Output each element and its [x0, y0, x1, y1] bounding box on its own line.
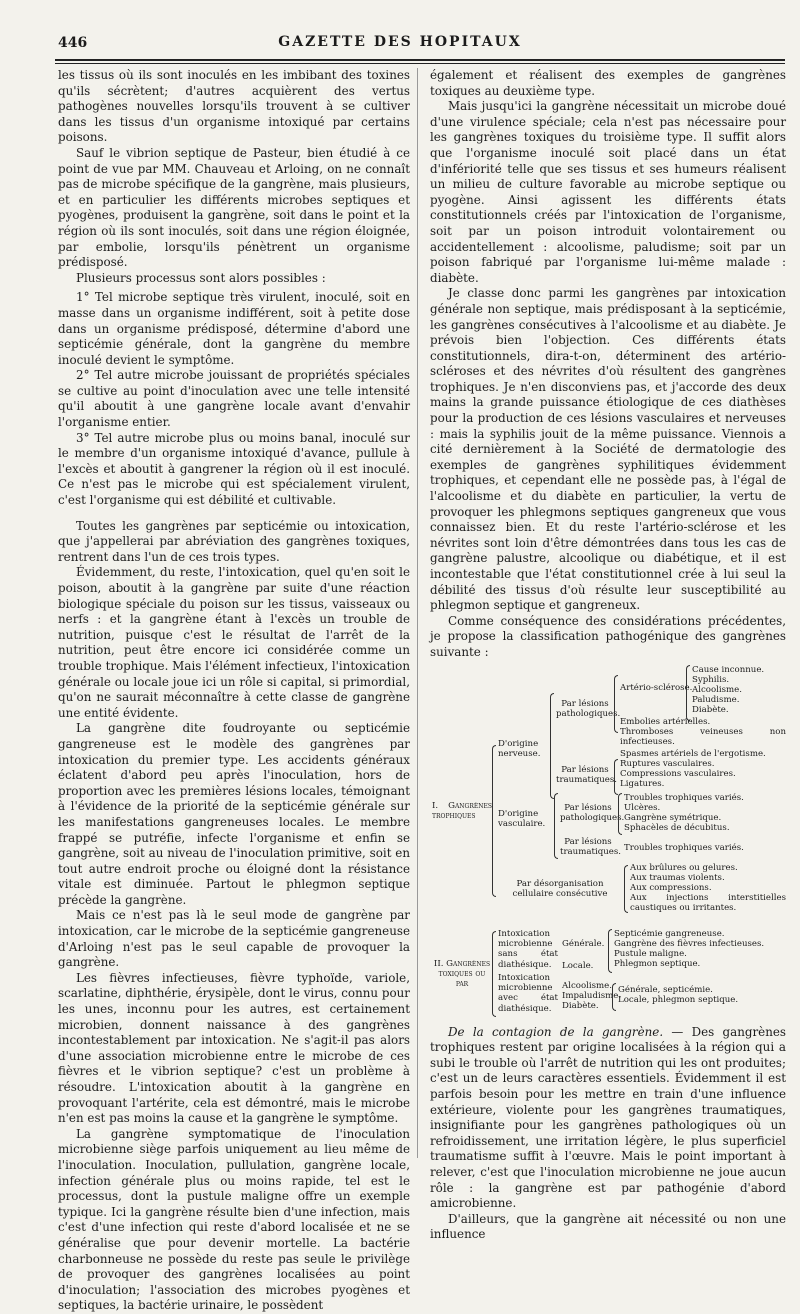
cause-item: Diabète. — [562, 1000, 599, 1011]
section-heading: De la contagion de la gangrène. — [448, 1024, 664, 1039]
brace — [618, 793, 622, 835]
column-separator — [417, 68, 418, 1158]
intox-with-diathesis: Intoxication microbienne avec état diathésique. — [498, 972, 558, 1014]
paragraph: La gangrène symptomatique de l'inoculation microbienne siège parfois uniquement au lieu même de l'inoculation. Inoculation, pullulation, gangrène locale, infection générale plus ou moins rapide, tel est le processus, dont la pustule maligne offre un exemple typique. Ici la gangrène résulte bien d'une infection, mais c'est d'une infection qui reste d'abord localisée et ne se généralise que pour devenir mortelle. La bactérie charbonneuse ne possède du reste pas seule le privilège de provoquer des gangrènes localisées au point d'inoculation; l'association des microbes pyogènes et septiques, la bactérie urinaire, le possèdent — [58, 1126, 410, 1313]
list-item: Locale, phlegmon septique. — [618, 994, 739, 1005]
brace — [614, 675, 618, 733]
right-column — [430, 68, 786, 1243]
arterio-sclerosis: Artério-sclérose. — [620, 682, 693, 693]
list-item: Troubles trophiques variés. — [624, 842, 744, 853]
label-generale: Générale. — [562, 938, 605, 949]
journal-title: GAZETTE DES HOPITAUX — [278, 34, 522, 50]
list-item: Gangrène des fièvres infectieuses. — [614, 938, 765, 949]
cause-item: Impaludisme. — [562, 990, 622, 1001]
paragraph: les tissus où ils sont inoculés en les imbibant des toxines qu'ils sécrètent; d'autres acquièrent des vertus pathogènes nouvelles lorsqu'ils trouvent à se cultiver dans les tissus d'un organisme intoxiqué par certains poisons. — [58, 68, 410, 145]
paragraph: Évidemment, du reste, l'intoxication, quel qu'en soit le poison, aboutit à la gangrène par suite d'une réaction biologique spéciale du poison sur les tissus, vaisseaux ou nerfs : et la gangrène étant à l'excès un trouble de nutrition, puisque c'est le résultat de l'arrêt de la nutrition, peut être encore ici considérée comme un trouble trophique. Mais l'élément infectieux, l'intoxication générale ou locale joue ici un rôle si capital, si primordial, qu'on ne saurait méconnaître à cette classe de gangrène une entité évidente. — [58, 565, 410, 720]
brace — [492, 745, 496, 897]
origin-vascular: D'origine vasculaire. — [498, 808, 546, 829]
list-item: Thromboses veineuses non infectieuses. — [620, 726, 786, 747]
brace — [612, 983, 616, 1011]
lesions-traumatic: Par lésions traumatiques. — [556, 764, 617, 785]
list-item: Troubles trophiques variés. — [624, 792, 744, 803]
paragraph: 3° Tel autre microbe plus ou moins banal, inoculé sur le membre d'un organisme intoxiqué d'avance, pullule à l'excès et aboutit à gangrener la région où il est inoculé. Ce n'est pas le microbe qui est spécialement virulent, c'est l'organisme qui est débilité et cultivable. — [58, 430, 410, 508]
header-rule — [55, 59, 785, 61]
list-item: Sphacèles de décubitus. — [624, 822, 730, 833]
paragraph: La gangrène dite foudroyante ou septicémie gangreneuse est le modèle des gangrènes par intoxication du premier type. Les accidents généraux éclatent d'abord peu après l'inoculation, hors de proportion avec les premières lésions locales, témoignant à l'évidence de la priorité de la septicémie générale sur les manifestations gangreneuses locales. Le membre frappé se putréfie, infecte l'organisme et enfin se gangrène, soit au niveau de l'inoculation primitive, soit en tout autre endroit proche ou éloigné dont la résistance vitale est diminuée. Partout le phlegmon septique précède la gangrène. — [58, 721, 410, 907]
paragraph: Comme conséquence des considérations précédentes, je propose la classification pathogénique des gangrènes suivante : — [430, 613, 786, 659]
cause-item: Alcoolisme. — [562, 980, 612, 991]
brace — [614, 759, 618, 795]
paragraph: Les fièvres infectieuses, fièvre typhoïde, variole, scarlatine, diphthérie, érysipèle, dont le virus, connu pour les unes, inconnu pour les autres, est certainement microbien, donnent naissance à des gangrènes incontestablement par intoxication. Ne s'agit-il pas alors d'une association microbienne entre le microbe de ces fièvres et le vibrion septique? c'est un problème à résoudre. L'intoxication aboutit à la gangrène en provoquant l'artérite, cela est démontré, mais le microbe n'en est pas moins la cause et la gangrène le symptôme. — [58, 970, 410, 1126]
classification-table — [430, 665, 786, 961]
list-item: Embolies artérielles. — [620, 716, 711, 727]
list-item: Aux compressions. — [630, 882, 712, 893]
page-number: 446 — [58, 35, 88, 51]
list-item: Spasmes artériels de l'ergotisme. — [620, 748, 766, 759]
cause-item: Cause inconnue. — [692, 664, 765, 675]
brace — [608, 929, 612, 973]
cause-item: Syphilis. — [692, 674, 730, 685]
brace — [492, 931, 496, 1017]
list-item: Aux traumas violents. — [630, 872, 725, 883]
paragraph: Je classe donc parmi les gangrènes par intoxication générale non septique, mais prédisposant à la septicémie, les gangrènes consécutives à l'alcoolisme et au diabète. Je prévois bien l'objection. Ces différents états constitutionnels, dira-t-on, déterminent des artério-scléroses et des névrites d'où résultent des gangrènes trophiques. Je n'en disconviens pas, et j'accorde des deux mains la grande puissance étiologique de ces diathèses pour la production de ces lésions vasculaires et nerveuses : mais la syphilis jouit de la même puissance. Viennois a cité dernièrement à la Société de dermatologie des exemples de gangrènes syphilitiques évidemment trophiques, et cependant elle ne possède pas, à l'égal de l'alcoolisme et du diabète en particulier, la vertu de provoquer les phlegmons septiques gangreneux que vous connaissez bien. Et du reste l'artério-sclérose et les névrites sont loin d'être démontrées dans tous les cas de gangrène palustre, alcoolique ou diabétique, et il est incontestable que l'état constitutionnel crée à lui seul la débilité des tissus d'où résulte leur susceptibilité au phlegmon septique et gangreneux. — [430, 286, 786, 613]
left-column — [58, 68, 410, 1314]
classification-table-part2 — [430, 929, 786, 1021]
group-toxic: II. Gangrènes toxiques ou par — [433, 958, 491, 990]
paragraph: Mais jusqu'ici la gangrène nécessitait un microbe doué d'une virulence spéciale; cela n'est pas nécessaire pour les gangrènes toxiques du troisième type. Il suffit alors que l'organisme inoculé soit placé dans un état d'infériorité telle que ses tissus et ses humeurs réalisent un milieu de culture favorable au microbe septique ou pyogène. Ainsi agissent les différents états constitutionnels créés par l'intoxication de l'organisme, soit par un poison introduit volontairement ou accidentellement : alcoolisme, paludisme; soit par un poison fabriqué par l'organisme lui-même malade : diabète. — [430, 99, 786, 285]
paragraph-text: — Des gangrènes trophiques restent par origine localisées à la région qui a subi le trouble où l'arrêt de nutrition qui les ont produites; c'est un de leurs caractères essentiels. Évidemment il est parfois besoin pour les mettre en train d'une influence extérieure, violente pour les gangrènes traumatiques, insignifiante pour les gangrènes pathologiques où un refroidissement, une irritation légère, le plus superficiel traumatisme suffit à l'œuvre. Mais le point important à relever, c'est que l'inoculation microbienne ne joue aucun rôle : la gangrène est par pathogénie d'abord amicrobienne. — [430, 1024, 786, 1211]
cause-item: Diabète. — [692, 704, 729, 715]
paragraph: Mais ce n'est pas là le seul mode de gangrène par intoxication, car le microbe de la septicémie gangreneuse d'Arloing n'est pas le seul capable de provoquer la gangrène. — [58, 908, 410, 970]
list-item: Pustule maligne. — [614, 948, 687, 959]
cause-item: Alcoolisme. — [692, 684, 742, 695]
list-item: Ligatures. — [620, 778, 665, 789]
intox-no-diathesis: Intoxication microbienne sans état diathésique. — [498, 928, 558, 970]
lesions-pathologic: Par lésions pathologiques. — [560, 802, 625, 823]
paragraph — [430, 1025, 786, 1212]
lesions-pathologic: Par lésions pathologiques. — [556, 698, 621, 719]
header-rule-thin — [55, 63, 785, 64]
list-item: Compressions vasculaires. — [620, 768, 736, 779]
label-locale: Locale. — [562, 960, 594, 971]
cause-item: Paludisme. — [692, 694, 740, 705]
paragraph: 1° Tel microbe septique très virulent, inoculé, soit en masse dans un organisme indifférent, soit à petite dose dans un organisme prédisposé, détermine d'abord une septicémie générale, dont la gangrène du membre inoculé devient le symptôme. — [58, 290, 410, 367]
list-item: Septicémie gangreneuse. — [614, 928, 725, 939]
list-item: Générale, septicémie. — [618, 984, 713, 995]
lesions-traumatic: Par lésions traumatiques. — [560, 836, 621, 857]
brace — [624, 865, 628, 913]
brace — [550, 693, 554, 799]
brace — [554, 793, 558, 859]
paragraph: Plusieurs processus sont alors possibles : — [76, 270, 326, 285]
list-item: Ruptures vasculaires. — [620, 758, 715, 769]
brace — [686, 665, 690, 721]
list-item: Gangrène symétrique. — [624, 812, 722, 823]
list-item: Phlegmon septique. — [614, 958, 701, 969]
cell-disorganization: Par désorganisation cellulaire consécutive — [512, 878, 608, 899]
paragraph: également et réalisent des exemples de gangrènes toxiques au deuxième type. — [430, 68, 786, 98]
paragraph: D'ailleurs, que la gangrène ait nécessité ou non une influence — [430, 1211, 786, 1242]
list-item: Aux injections interstitielles caustiques ou irritantes. — [630, 892, 786, 913]
list-item: Ulcères. — [624, 802, 661, 813]
group-trophic: I. Gangrènes trophiques — [432, 800, 492, 821]
list-item: Aux brûlures ou gelures. — [630, 862, 738, 873]
paragraph: Toutes les gangrènes par septicémie ou intoxication, que j'appellerai par abréviation des gangrènes toxiques, rentrent dans l'un de ces trois types. — [58, 518, 410, 564]
paragraph: 2° Tel autre microbe jouissant de propriétés spéciales se cultive au point d'inoculation avec une telle intensité qu'il aboutit à une gangrène locale avant d'envahir l'organisme entier. — [58, 368, 410, 430]
origin-nervous: D'origine nerveuse. — [498, 738, 541, 759]
paragraph: Sauf le vibrion septique de Pasteur, bien étudié à ce point de vue par MM. Chauveau et Arloing, on ne connaît pas de microbe spécifique de la gangrène, mais plusieurs, et en particulier les différents microbes septiques et pyogènes, produisent la gangrène, soit dans le point et la région où ils sont inoculés, soit dans une région éloignée, par embolie, lorsqu'ils pénètrent un organisme prédisposé. — [58, 145, 410, 270]
